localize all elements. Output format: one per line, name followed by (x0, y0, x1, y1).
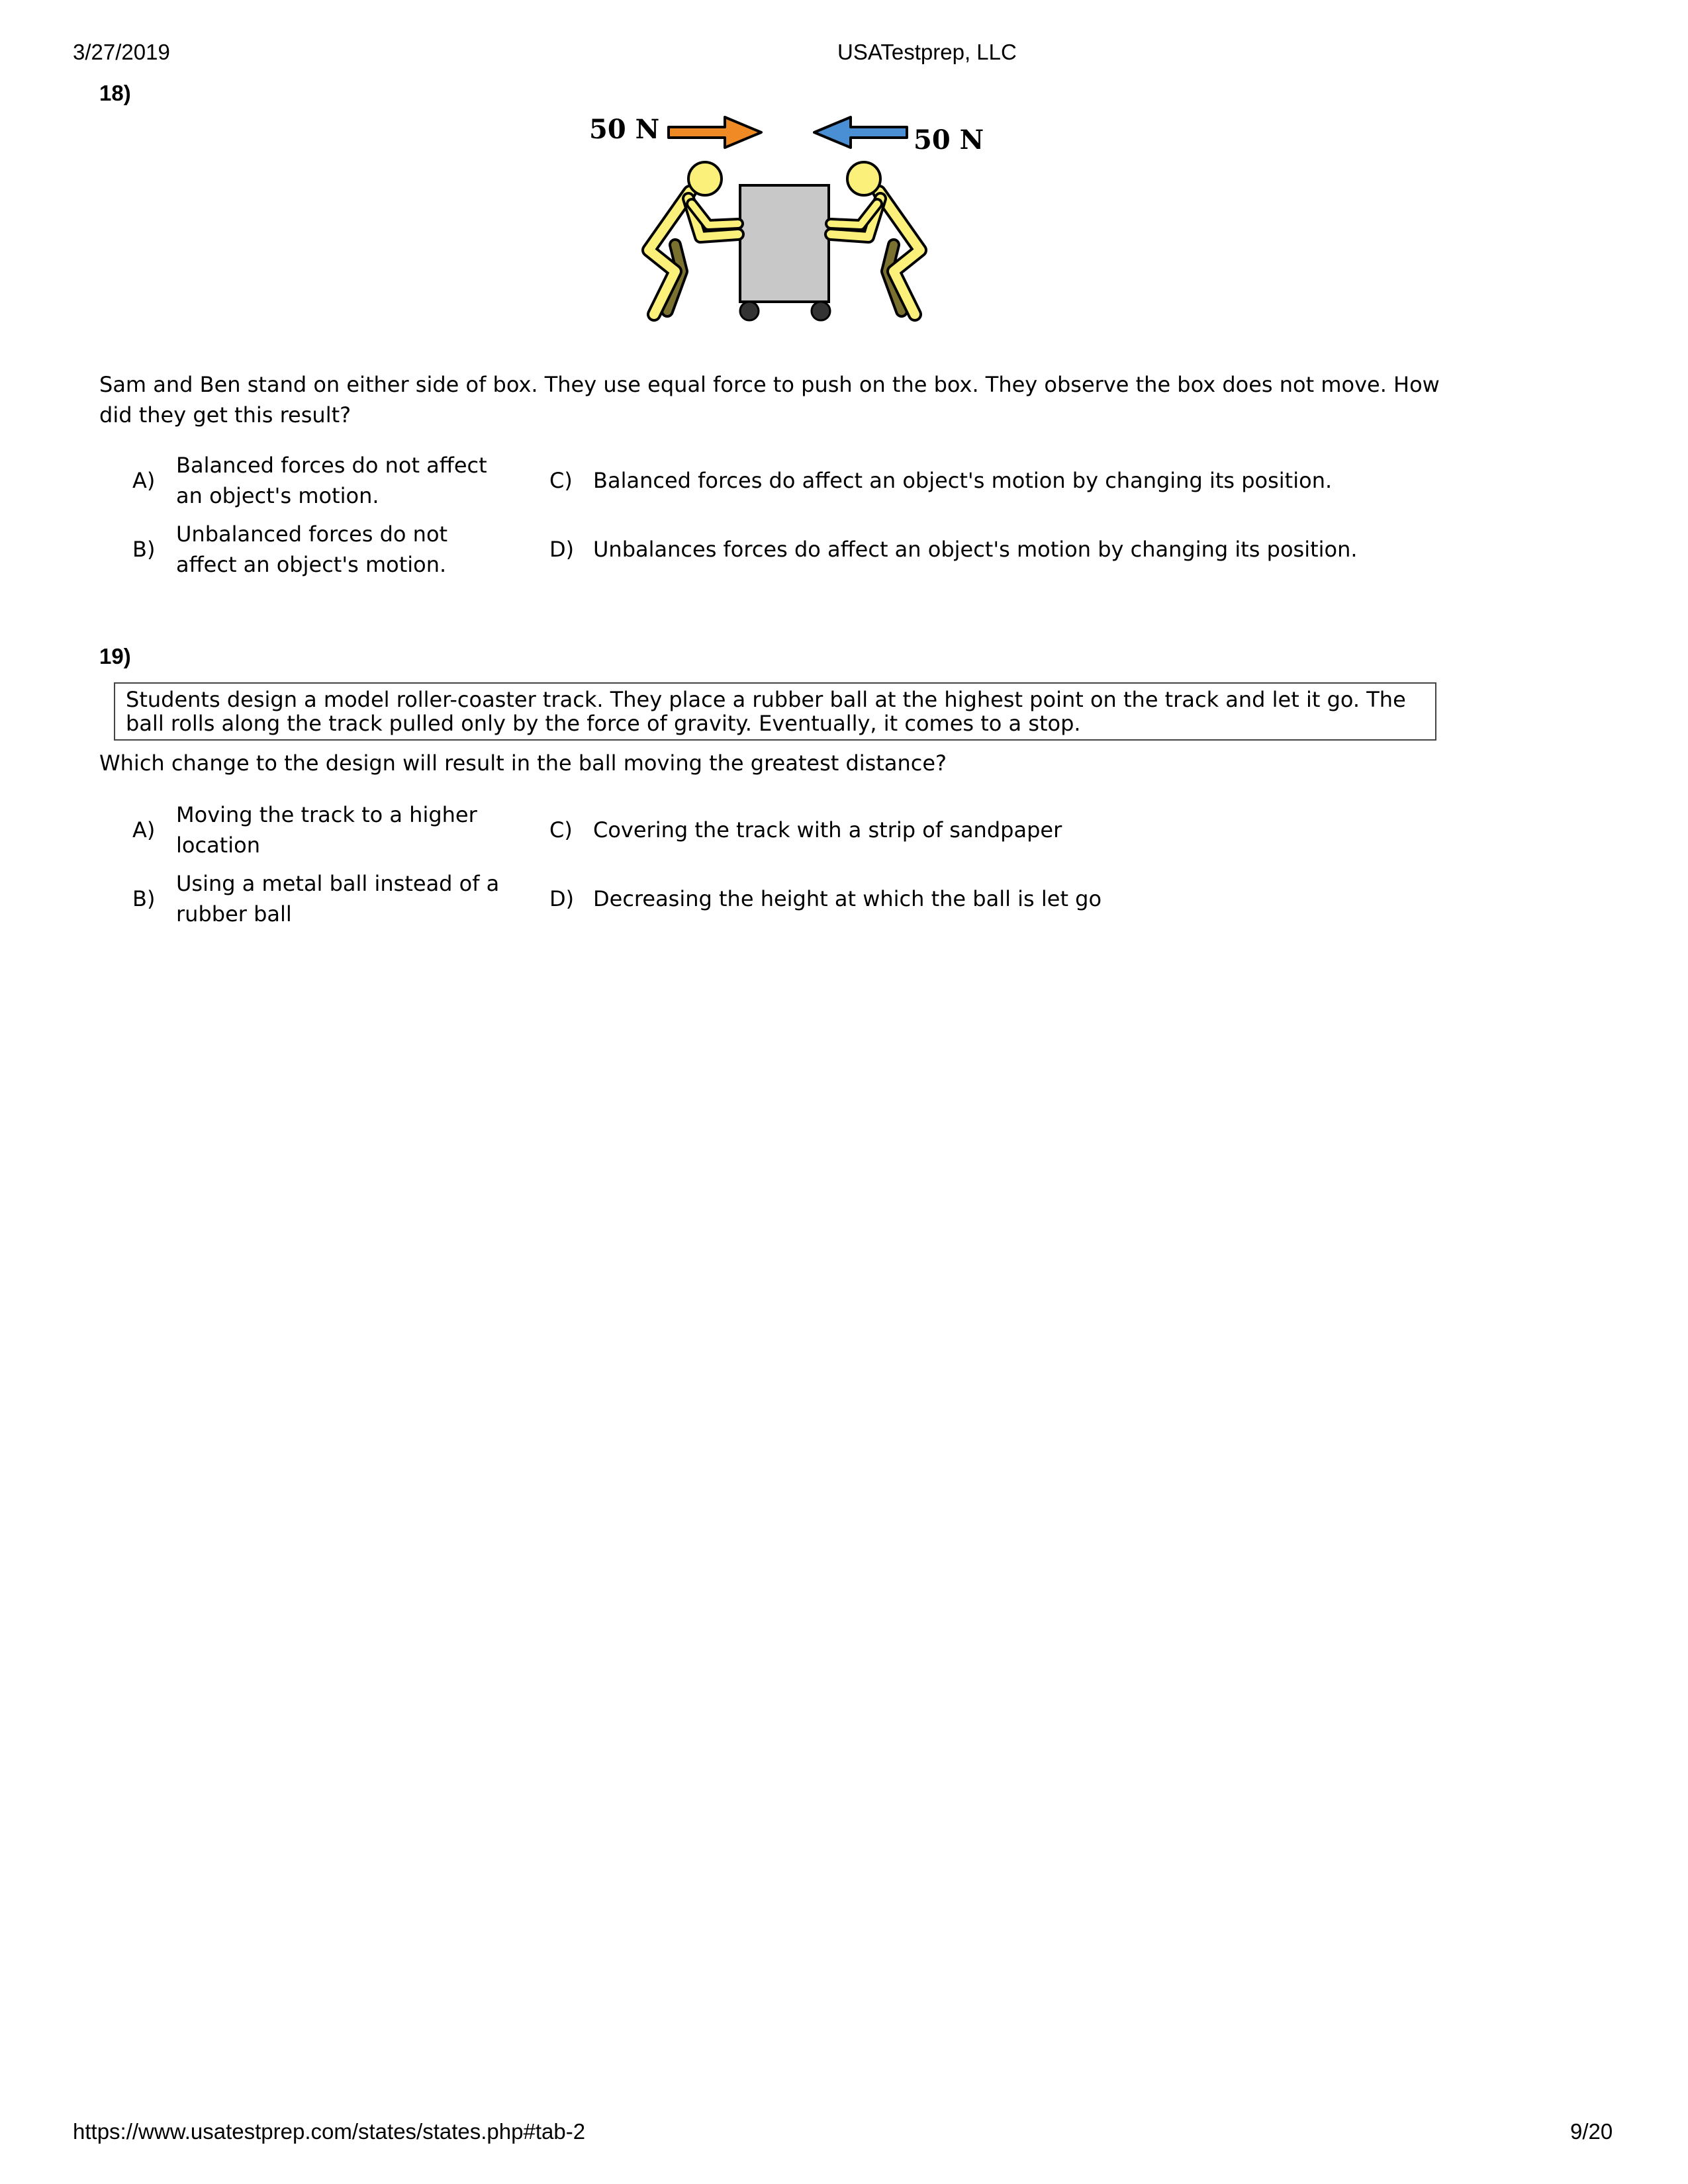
left-pointing-arrow-icon (814, 117, 907, 148)
question-number: 19) (99, 644, 131, 668)
option-text: Covering the track with a strip of sandpaper (593, 817, 1062, 842)
right-pointing-arrow-icon (669, 117, 761, 148)
option-letter: C) (549, 468, 573, 493)
force-diagram (583, 106, 993, 331)
header-date: 3/27/2019 (73, 40, 170, 64)
page-number: 9/20 (1570, 2119, 1613, 2144)
option-letter: B) (132, 537, 156, 562)
person-pushing-icon (831, 162, 920, 314)
option-text: Unbalances forces do affect an object's motion by changing its position. (593, 537, 1358, 562)
footer-url: https://www.usatestprep.com/states/states.php#tab-2 (73, 2119, 586, 2144)
box-icon (740, 185, 830, 320)
option-text: Unbalanced forces do not affect an object's motion. (176, 522, 448, 577)
option-letter: B) (132, 886, 156, 911)
option-text: Moving the track to a higher location (176, 802, 477, 858)
person-pushing-icon (649, 162, 738, 314)
option-letter: D) (549, 886, 575, 911)
option-text: Balanced forces do affect an object's motion by changing its position. (593, 468, 1333, 493)
option-letter: D) (549, 537, 575, 562)
question-text: Which change to the design will result in the ball moving the greatest distance? (99, 751, 947, 776)
left-force-label: 50 N (589, 114, 660, 145)
option-text: Decreasing the height at which the ball is let go (593, 886, 1102, 911)
question-text: Sam and Ben stand on either side of box. They use equal force to push on the box. They observe the box does not move. How did they get this result? (99, 372, 1440, 428)
option-letter: A) (132, 468, 156, 493)
right-force-label: 50 N (914, 124, 984, 156)
question-number: 18) (99, 81, 131, 105)
option-text: Balanced forces do not affect an object's motion. (176, 453, 487, 508)
option-letter: C) (549, 817, 573, 842)
option-letter: A) (132, 817, 156, 842)
option-text: Using a metal ball instead of a rubber ball (176, 871, 500, 927)
passage-box: Students design a model roller-coaster track. They place a rubber ball at the highest point on the track and let it go. The ball rolls along the track pulled only by the force of gravity. Eventually, it comes to a stop. (114, 682, 1436, 741)
header-title: USATestprep, LLC (837, 40, 1017, 64)
